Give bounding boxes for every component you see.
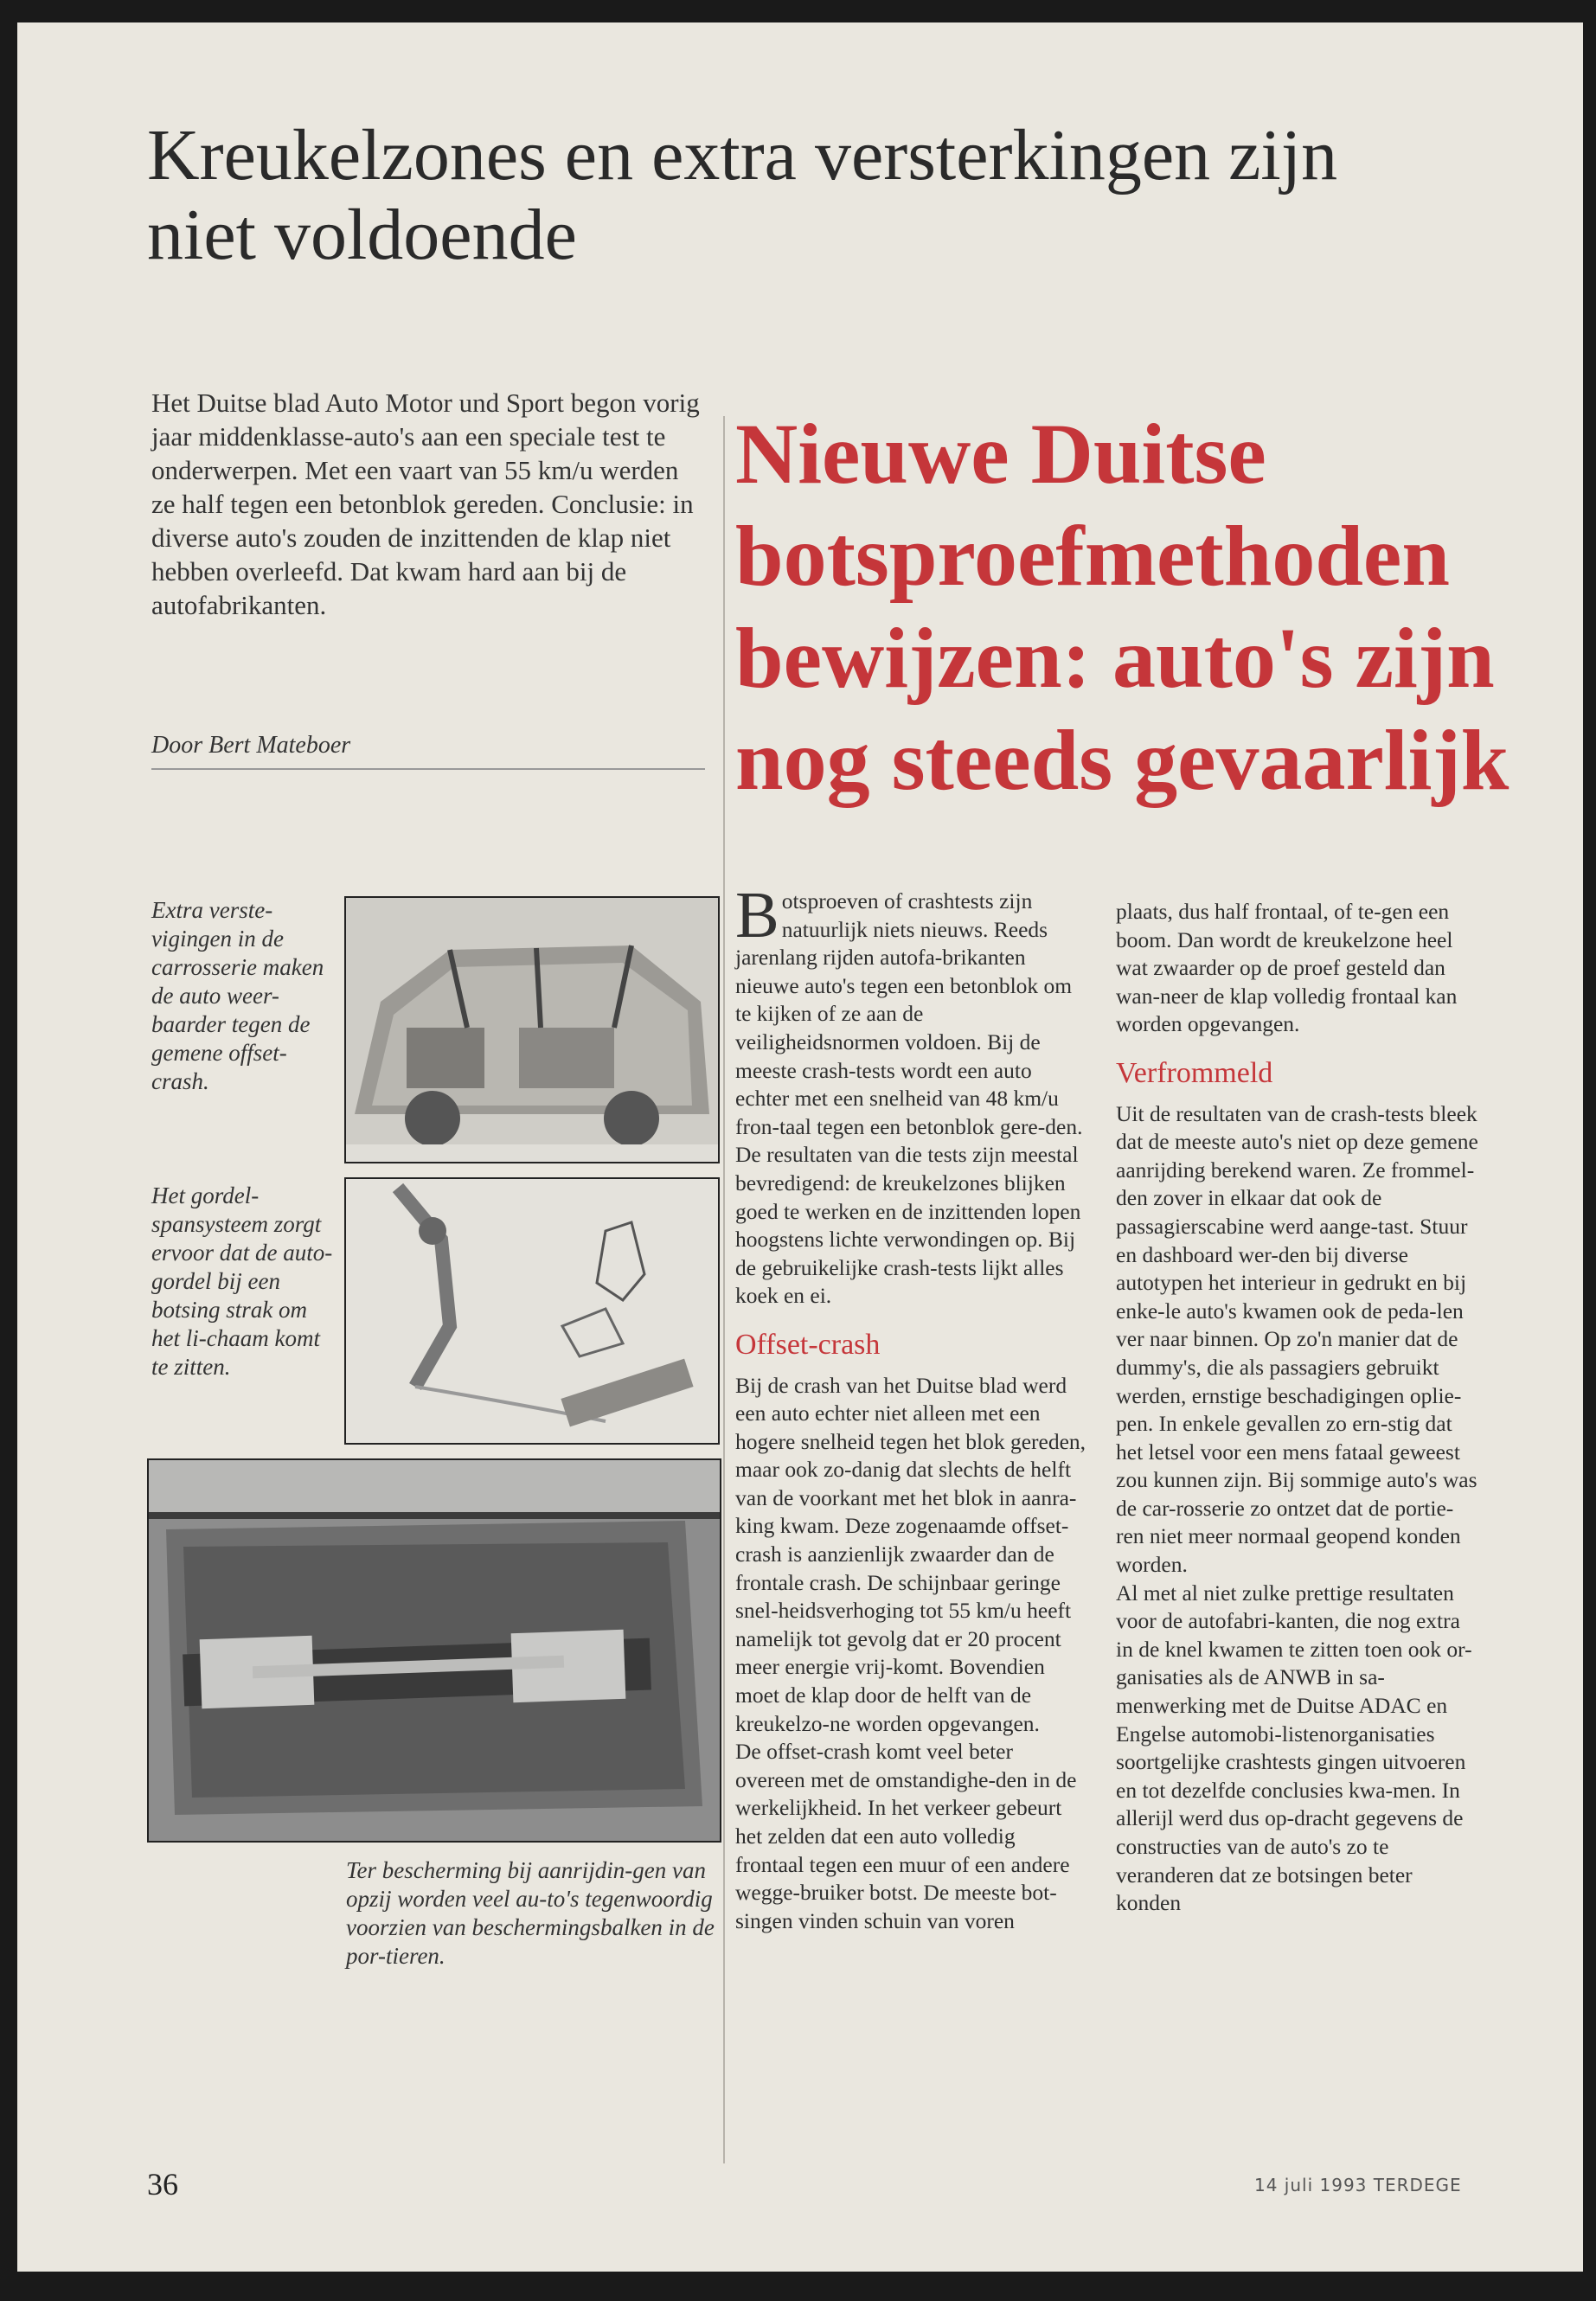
page-number: 36 — [147, 2167, 178, 2202]
column-divider — [723, 416, 725, 2163]
paragraph-opening: Botsproeven of crashtests zijn natuurlijk niets nieuws. Reeds jarenlang rijden autofa-brikanten nieuwe auto's tegen een betonblok om te kijken of ze aan de veiligheidsnormen voldoen. Bij de meeste crash-tests wordt een auto echter met een snelheid van 48 km/u fron-taal tegen een betonblok gere-den. De resultaten van die tests zijn meestal bevredigend: de kreukelzones blijken goed te werken en de inzittenden lopen hoogstens lichte verwondingen op. Bij de gebruikelijke crash-tests lijkt alles koek en ei. — [735, 879, 1083, 1309]
door-beam-photo — [147, 1458, 721, 1843]
drop-cap: B — [735, 879, 779, 952]
intro-paragraph: Het Duitse blad Auto Motor und Sport begon vorig jaar middenklasse-auto's aan een speciale test te onderwerpen. Met een vaart van 55 km/u werden ze half tegen een betonblok gereden. Conclusie: in diverse auto's zouden de inzittenden de klap niet hebben overleefd. Dat kwam hard aan bij de autofabrikanten. — [151, 388, 700, 620]
seatbelt-photo — [344, 1177, 720, 1445]
caption-belt-tensioner: Het gordel-spansysteem zorgt ervoor dat de auto-gordel bij een botsing strak om het li-chaam komt te zitten. — [151, 1183, 333, 1380]
issue-footer: 14 juli 1993 TERDEGE — [1254, 2175, 1462, 2195]
car-body-photo — [344, 896, 720, 1163]
paragraph: Bij de crash van het Duitse blad werd een auto echter niet alleen met een hogere snelheid tegen het blok gereden, maar ook zo-danig dat slechts de helft van de voorkant met het blok in aanra-king kwam. Deze zogenaamde offset-crash is aanzienlijk zwaarder dan de frontale crash. De schijnbaar geringe snel-heidsverhoging tot 55 km/u heeft namelijk tot gevolg dat er 20 procent meer energie vrij-komt. Bovendien moet de klap door de helft van de kreukelzo-ne worden opgevangen. — [735, 1372, 1086, 1736]
caption-door-beams: Ter bescherming bij aanrijdin-gen van opzij worden veel au-to's tegenwoordig voorzien van beschermingsbalken in de por-tieren. — [346, 1857, 715, 1969]
byline: Door Bert Mateboer — [151, 732, 705, 770]
subheading-offset-crash: Offset-crash — [735, 1328, 881, 1361]
headline: Kreukelzones en extra versterkingen zijn niet voldoende — [147, 115, 1338, 275]
subheading-verfrommeld: Verfrommeld — [1116, 1056, 1273, 1089]
paragraph: Al met al niet zulke prettige resultaten voor de autofabri-kanten, die nog extra in de knel kwamen te zitten toen ook or-ganisaties als de ANWB in sa-menwerking met de Duitse ADAC en Engelse automobi-listenorganisaties soortgelijke crashtests gingen uitvoeren en tot dezelfde conclusies kwa-men. In allerijl werd dus op-dracht gegevens de constructies van de auto's zo te veranderen dat ze botsingen beter konden — [1116, 1580, 1472, 1916]
paragraph: Uit de resultaten van de crash-tests bleek dat de meeste auto's niet op deze gemene aanrijding berekend waren. Ze frommel-den zover in elkaar dat ook de passagierscabine werd aange-tast. Stuur en dashboard wer-den bij diverse autotypen het interieur in gedrukt en bij enke-le auto's kwamen ook de peda-len ver naar binnen. Op zo'n manier dat de dummy's, die als passagiers gebruikt werden, ernstige beschadigingen oplie-pen. In enkele gevallen zo ern-stig dat het letsel voor een mens fataal geweest zou kunnen zijn. Bij sommige auto's was de car-rosserie zo ontzet dat de portie-ren niet meer normaal geopend konden worden. — [1116, 1100, 1478, 1578]
paragraph: De offset-crash komt veel beter overeen met de omstandighe-den in de werkelijkheid. In het verkeer gebeurt het zelden dat een auto volledig frontaal tegen een muur of een andere wegge-bruiker botst. De meeste bot-singen vinden schuin van voren — [735, 1739, 1077, 1933]
magazine-page — [17, 22, 1583, 2272]
body-column-1 — [735, 879, 1086, 1935]
paragraph: plaats, dus half frontaal, of te-gen een boom. Dan wordt de kreukelzone heel wat zwaarder op de proef gesteld dan wan-neer de klap volledig frontaal kan worden opgevangen. — [1116, 899, 1458, 1037]
body-column-2 — [1116, 898, 1479, 1918]
article-title: Nieuwe Duitse botsproefmethoden bewijzen: auto's zijn nog steeds gevaarlijk — [735, 406, 1509, 808]
caption-reinforcements: Extra verste-vigingen in de carrosserie maken de auto weer-baarder tegen de gemene offset-crash. — [151, 897, 324, 1094]
